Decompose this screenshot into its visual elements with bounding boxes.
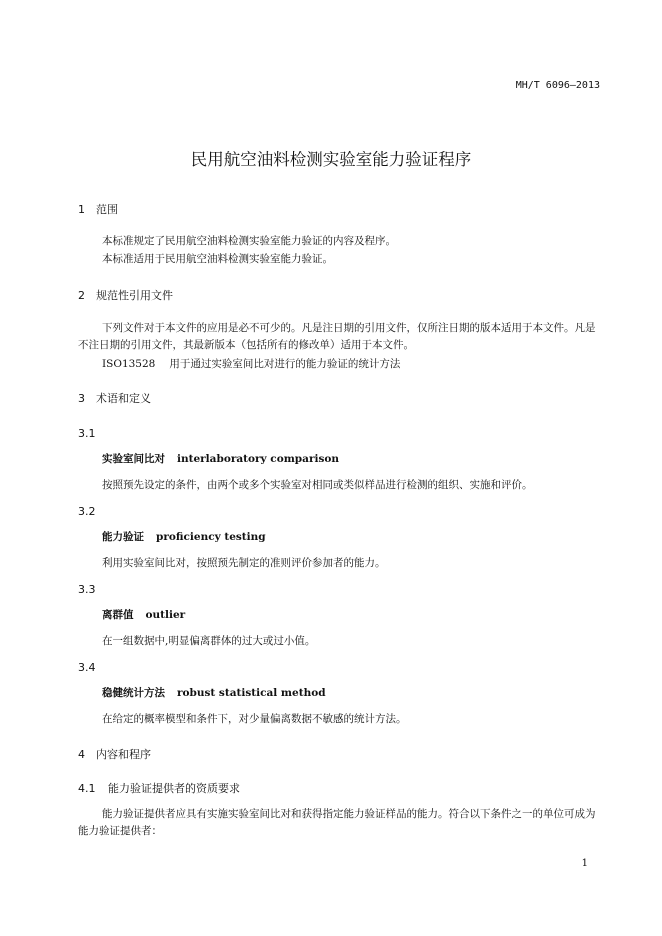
paragraph: 本标准适用于民用航空油料检测实验室能力验证。 xyxy=(102,253,333,265)
term-heading xyxy=(102,685,326,700)
term-heading xyxy=(102,529,266,544)
section-title: 范围 xyxy=(96,203,118,216)
section-heading-2 xyxy=(78,287,173,303)
reference-title: 用于通过实验室间比对进行的能力验证的统计方法 xyxy=(169,358,401,370)
term-chinese: 离群值 xyxy=(102,609,134,621)
term-heading xyxy=(102,451,339,466)
term-definition: 利用实验室间比对，按照预先制定的准则评价参加者的能力。 xyxy=(102,557,386,569)
paragraph: 本标准规定了民用航空油料检测实验室能力验证的内容及程序。 xyxy=(102,235,396,247)
term-english: outlier xyxy=(145,609,186,621)
section-heading-1 xyxy=(78,201,118,217)
section-title: 规范性引用文件 xyxy=(96,289,173,302)
term-english: interlaboratory comparison xyxy=(177,453,340,465)
subsection-number: 4.1 xyxy=(78,782,96,795)
section-number: 1 xyxy=(78,203,85,216)
document-title: 民用航空油料检测实验室能力验证程序 xyxy=(190,150,472,169)
term-chinese: 稳健统计方法 xyxy=(102,687,165,699)
section-heading-3 xyxy=(78,390,151,406)
section-number: 3 xyxy=(78,392,85,405)
section-number: 4 xyxy=(78,748,85,761)
term-english: robust statistical method xyxy=(177,687,326,699)
section-number: 2 xyxy=(78,289,85,302)
paragraph: 能力验证提供者应具有实施实验室间比对和获得指定能力验证样品的能力。符合以下条件之一的单位可成为能力验证提供者： xyxy=(78,808,596,837)
term-definition: 在一组数据中,明显偏离群体的过大或过小值。 xyxy=(102,635,316,647)
reference-code: ISO13528 xyxy=(102,358,156,370)
subsection-title: 能力验证提供者的资质要求 xyxy=(108,782,240,795)
term-number: 3.1 xyxy=(78,427,96,440)
section-title: 内容和程序 xyxy=(96,748,151,761)
term-number: 3.3 xyxy=(78,583,96,596)
term-number: 3.2 xyxy=(78,505,96,518)
term-chinese: 能力验证 xyxy=(102,531,144,543)
term-definition: 在给定的概率模型和条件下，对少量偏离数据不敏感的统计方法。 xyxy=(102,713,407,725)
term-number: 3.4 xyxy=(78,661,96,674)
paragraph: 下列文件对于本文件的应用是必不可少的。凡是注日期的引用文件，仅所注日期的版本适用于本文件。凡是不注日期的引用文件，其最新版本（包括所有的修改单）适用于本文件。 xyxy=(78,322,596,351)
term-english: proficiency testing xyxy=(156,531,266,543)
term-definition: 按照预先设定的条件，由两个或多个实验室对相同或类似样品进行检测的组织、实施和评价。 xyxy=(102,479,533,491)
term-chinese: 实验室间比对 xyxy=(102,453,165,465)
section-heading-4 xyxy=(78,746,151,762)
reference-entry xyxy=(102,356,400,371)
standard-number: MH/T 6096—2013 xyxy=(515,80,600,91)
section-title: 术语和定义 xyxy=(96,392,151,405)
subsection-heading xyxy=(78,780,240,796)
page-number: 1 xyxy=(581,858,588,869)
term-heading xyxy=(102,607,185,622)
